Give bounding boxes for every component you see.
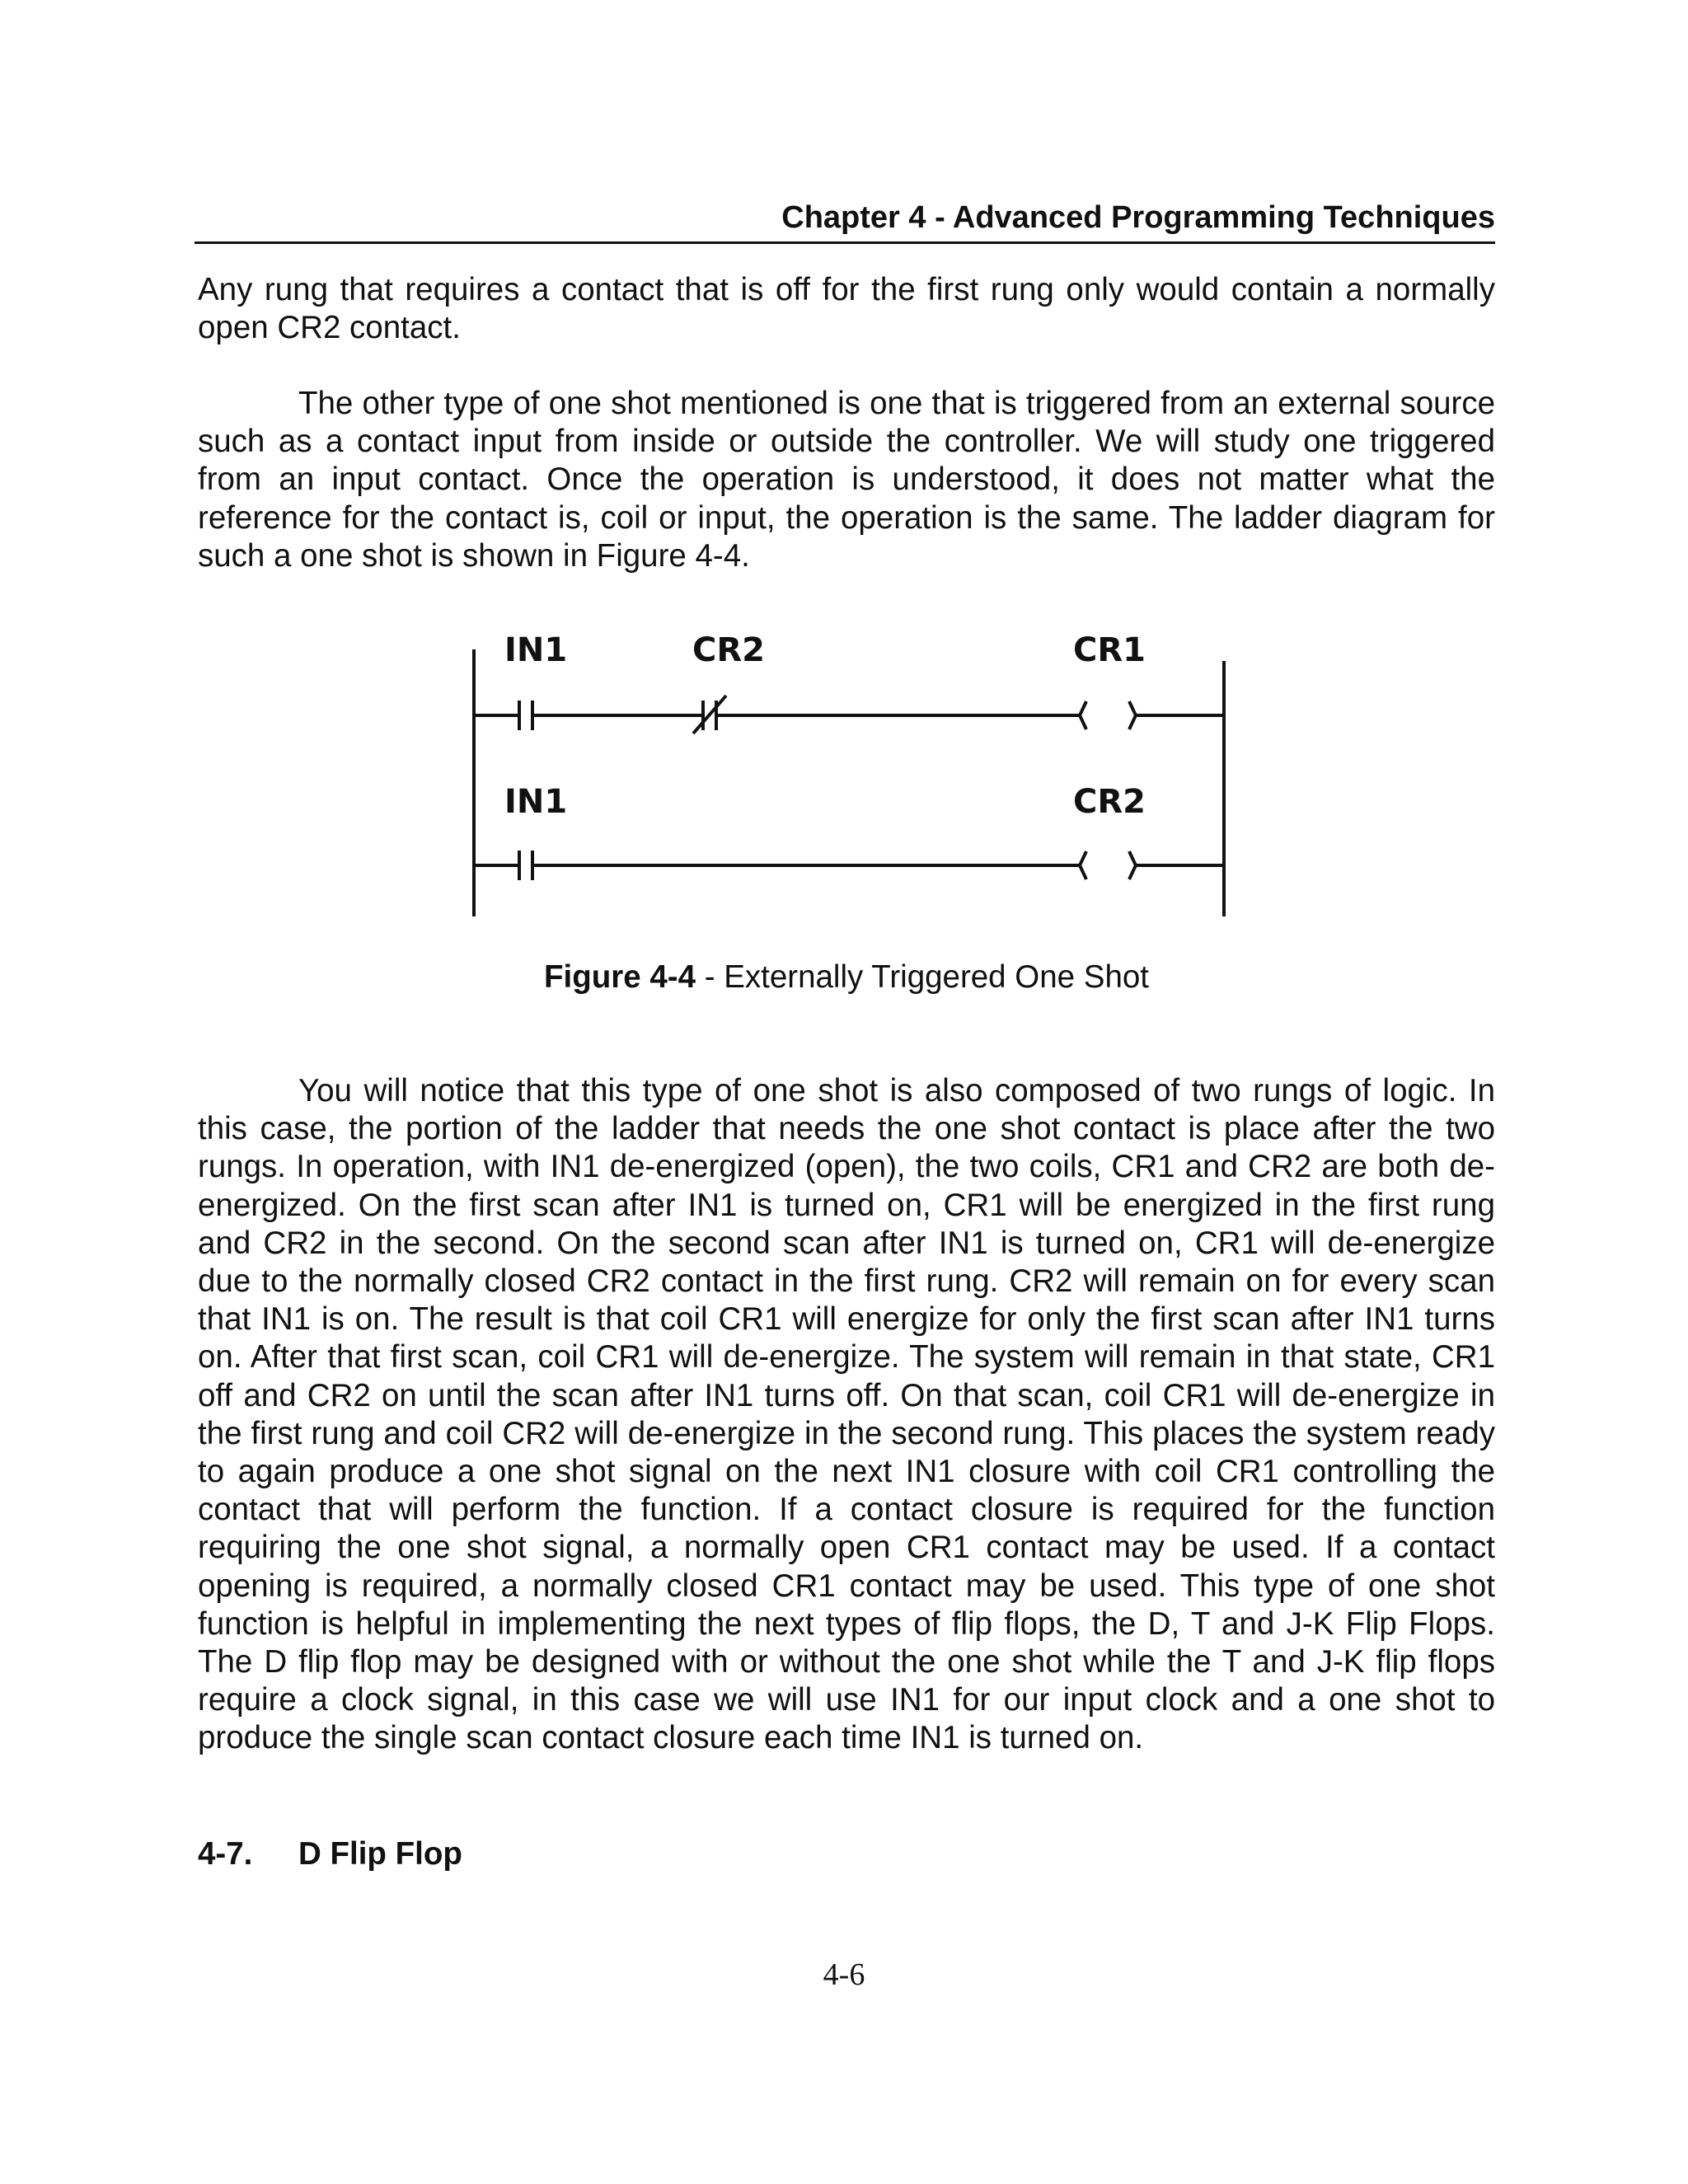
rung-1: [474, 696, 1224, 733]
section-title: D Flip Flop: [298, 1836, 462, 1872]
rung-1-contact1-label: IN1: [504, 631, 568, 669]
header-rule: [195, 241, 1495, 244]
figure-caption-label: Figure 4-4: [544, 959, 696, 995]
figure-caption-text: - Externally Triggered One Shot: [696, 959, 1149, 995]
figure-caption: [198, 958, 1495, 997]
rung-2-no-contact-in1: [519, 851, 532, 880]
rung-2-contact1-label: IN1: [504, 783, 568, 821]
paragraph-2: The other type of one shot mentioned is one that is triggered from an external source such as a contact input from inside or outside the controller. We will study one triggered from an input contact. Once the operation is understood, it does not matter what the reference for the contact is, coil or input, the operation is the same. The ladder diagram for such a one shot is shown in Figure 4-4.: [198, 386, 1495, 574]
section-number: 4-7.: [198, 1836, 253, 1872]
rung-1-coil-cr1: [1080, 701, 1136, 729]
rung-1-no-contact-in1: [519, 701, 532, 730]
chapter-header: Chapter 4 - Advanced Programming Techniques: [781, 200, 1495, 235]
page-number: 4-6: [823, 1957, 865, 1992]
rung-1-coil-label: CR1: [1073, 631, 1146, 669]
paragraph-1: Any rung that requires a contact that is off for the first rung only would contain a normally open CR2 contact.: [198, 272, 1495, 346]
rung-2-coil-label: CR2: [1073, 783, 1146, 821]
paragraph-3: You will notice that this type of one shot is also composed of two rungs of logic. In this case, the portion of the ladder that needs the one shot contact is place after the two rungs. In operation, with IN1 de-energized (open), the two coils, CR1 and CR2 are both de-energized. On the first scan after IN1 is turned on, CR1 will be energized in the first rung and CR2 in the second. On the second scan after IN1 is turned on, CR1 will de-energize due to the normally closed CR2 contact in the first rung. CR2 will remain on for every scan that IN1 is on. The result is that coil CR1 will energize for only the first scan after IN1 turns on. After that first scan, coil CR1 will de-energize. The system will remain in that state, CR1 off and CR2 on until the scan after IN1 turns off. On that scan, coil CR1 will de-energize in the first rung and coil CR2 will de-energize in the second rung. This places the system ready to again produce a one shot signal on the next IN1 closure with coil CR1 controlling the contact that will perform the function. If a contact closure is required for the function requiring the one shot signal, a normally open CR1 contact may be used. If a contact opening is required, a normally closed CR1 contact may be used. This type of one shot function is helpful in implementing the next types of flip flops, the D, T and J-K Flip Flops. The D flip flop may be designed with or without the one shot while the T and J-K flip flops require a clock signal, in this case we will use IN1 for our input clock and a one shot to produce the single scan contact closure each time IN1 is turned on.: [198, 1073, 1495, 1756]
rung-2: [474, 851, 1224, 880]
rung-2-coil-cr2: [1080, 851, 1136, 879]
ladder-diagram-svg: [445, 626, 1269, 940]
section-heading: [198, 1835, 462, 1874]
ladder-diagram: [445, 626, 1269, 940]
rung-1-contact2-label: CR2: [692, 631, 765, 669]
